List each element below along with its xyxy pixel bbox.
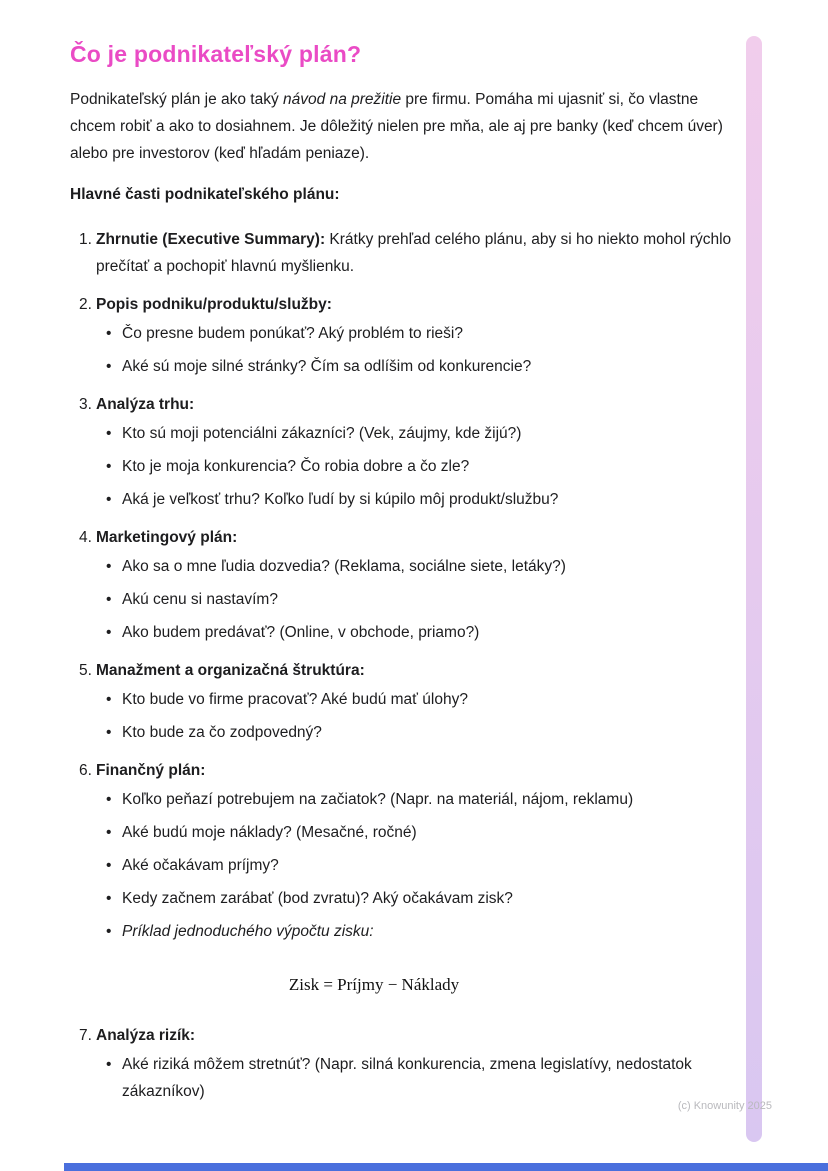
intro-text-1: Podnikateľský plán je ako taký xyxy=(70,91,284,108)
bullet-item: • Koľko peňazí potrebujem na začiatok? (Napr. na materiál, nájom, reklamu) xyxy=(96,786,738,813)
item-body xyxy=(96,657,738,746)
item-number: 5. xyxy=(79,662,92,679)
profit-formula: Zisk = Príjmy − Náklady xyxy=(288,975,460,994)
item-number: 2. xyxy=(79,296,92,313)
item-number: 3. xyxy=(79,396,92,413)
plan-item-7 xyxy=(70,1022,738,1105)
item-title: Zhrnutie (Executive Summary): xyxy=(96,231,326,248)
bullet-item: • Aká je veľkosť trhu? Koľko ľudí by si kúpilo môj produkt/službu? xyxy=(96,486,738,513)
item-paragraph xyxy=(96,226,738,280)
intro-text-2: pre firmu. Pomáha mi ujasniť si, čo vlastne chcem robiť a ako to dosiahnem. Je dôležitý nielen pre mňa, ale aj pre banky (keď chcem úver) alebo pre investorov (keď hľadám peniaze). xyxy=(70,91,723,162)
bullet-item: • Aké očakávam príjmy? xyxy=(96,852,738,879)
item-title: Finančný plán: xyxy=(96,762,206,779)
item-number: 6. xyxy=(79,762,92,779)
bullet-list xyxy=(96,553,738,646)
bullet-item: • Aké riziká môžem stretnúť? (Napr. silná konkurencia, zmena legislatívy, nedostatok zákazníkov) xyxy=(96,1051,738,1105)
plan-item-2 xyxy=(70,291,738,380)
item-body xyxy=(96,524,738,646)
bullet-item: • Kto sú moji potenciálni zákazníci? (Vek, záujmy, kde žijú?) xyxy=(96,420,738,447)
intro-italic-phrase: návod na prežitie xyxy=(283,91,402,108)
item-body xyxy=(96,291,738,380)
item-title: Marketingový plán: xyxy=(96,529,238,546)
item-title: Popis podniku/produktu/služby: xyxy=(96,296,332,313)
item-number: 1. xyxy=(79,231,92,248)
bullet-item: • Aké budú moje náklady? (Mesačné, ročné) xyxy=(96,819,738,846)
bullet-item: • Ako sa o mne ľudia dozvedia? (Reklama, sociálne siete, letáky?) xyxy=(96,553,738,580)
intro-paragraph xyxy=(70,86,738,167)
plan-items-list xyxy=(70,226,738,1105)
plan-item-5 xyxy=(70,657,738,746)
item-title: Analýza trhu: xyxy=(96,396,195,413)
page-title: Čo je podnikateľský plán? xyxy=(70,41,362,67)
bullet-list xyxy=(96,686,738,746)
bullet-item: • Kto bude za čo zodpovedný? xyxy=(96,719,738,746)
bullet-item: • Čo presne budem ponúkať? Aký problém to rieši? xyxy=(96,320,738,347)
bottom-accent-bar xyxy=(64,1163,828,1171)
bullet-list xyxy=(96,320,738,380)
right-accent-bar xyxy=(746,36,762,1142)
plan-item-4 xyxy=(70,524,738,646)
bullet-item: • Aké sú moje silné stránky? Čím sa odlíšim od konkurencie? xyxy=(96,353,738,380)
item-body xyxy=(96,1022,738,1105)
main-parts-heading: Hlavné časti podnikateľského plánu: xyxy=(70,186,340,203)
item-title: Analýza rizík: xyxy=(96,1027,196,1044)
item-body xyxy=(96,757,738,945)
copyright-footer: (c) Knowunity 2025 xyxy=(677,1100,772,1112)
bullet-item: • Kto je moja konkurencia? Čo robia dobre a čo zle? xyxy=(96,453,738,480)
bullet-list xyxy=(96,420,738,513)
bullet-item: • Kto bude vo firme pracovať? Aké budú mať úlohy? xyxy=(96,686,738,713)
item-body xyxy=(96,226,738,280)
bullet-list xyxy=(96,786,738,945)
item-number: 7. xyxy=(79,1027,92,1044)
example-label: Príklad jednoduchého výpočtu zisku: xyxy=(122,923,374,940)
plan-item-3 xyxy=(70,391,738,513)
bullet-item: • Ako budem predávať? (Online, v obchode, priamo?) xyxy=(96,619,738,646)
bullet-item: • Akú cenu si nastavím? xyxy=(96,586,738,613)
plan-item-6 xyxy=(70,757,738,945)
item-body xyxy=(96,391,738,513)
item-number: 4. xyxy=(79,529,92,546)
plan-item-1 xyxy=(70,226,738,280)
item-title: Manažment a organizačná štruktúra: xyxy=(96,662,365,679)
bullet-item: • Kedy začnem zarábať (bod zvratu)? Aký očakávam zisk? xyxy=(96,885,738,912)
bullet-list xyxy=(96,1051,738,1105)
bullet-item-example xyxy=(96,918,738,945)
item-text: Krátky prehľad celého plánu, aby si ho niekto mohol rýchlo prečítať a pochopiť hlavnú myšlienku. xyxy=(96,231,732,275)
